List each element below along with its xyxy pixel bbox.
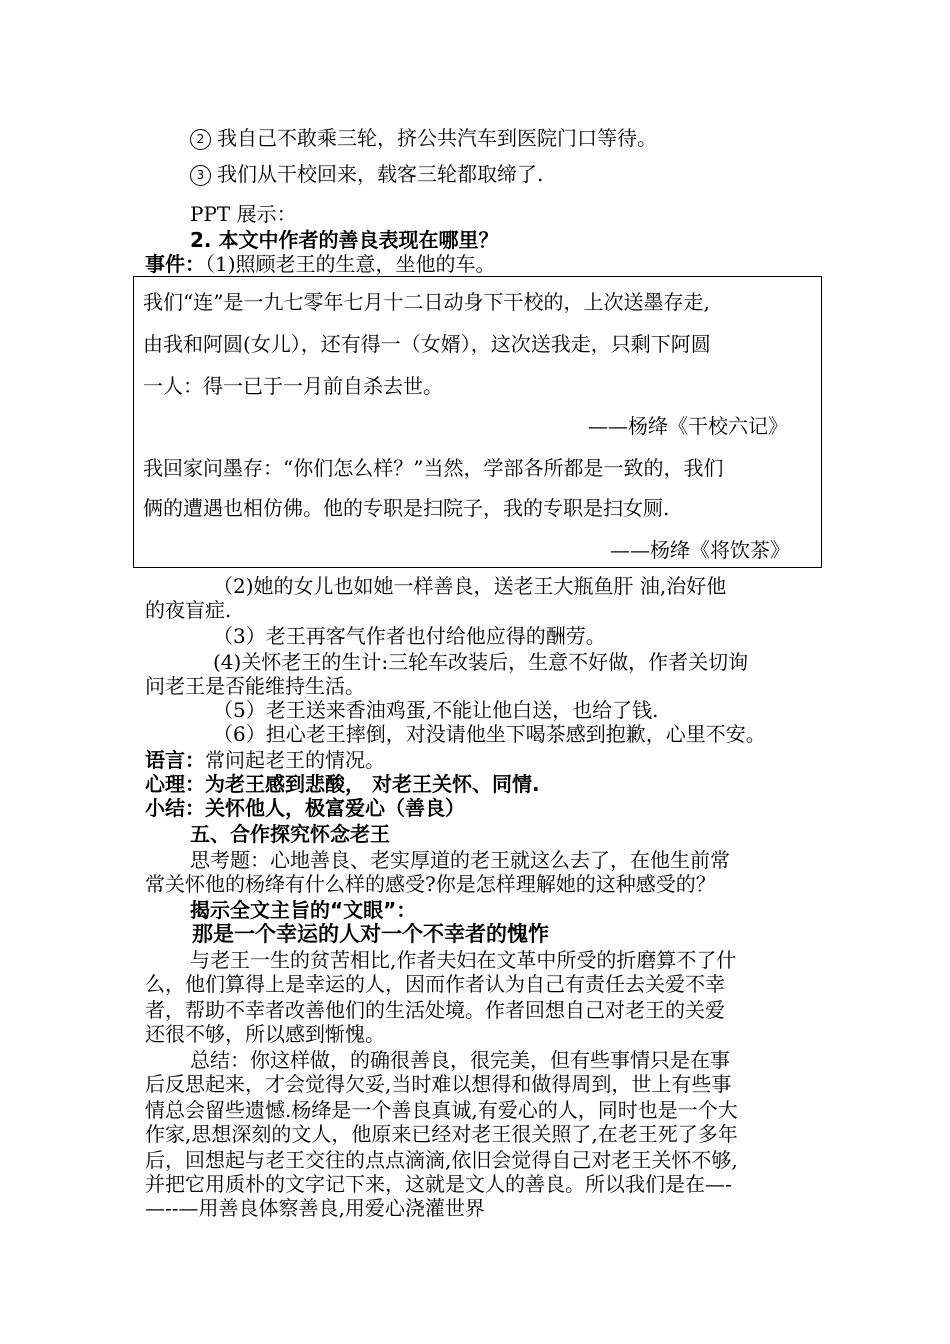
- list-item-3: [190, 162, 543, 186]
- event-line: [145, 252, 496, 276]
- event-4-line-1: (4)关怀老王的生计:三轮车改装后，生意不好做，作者关切询: [213, 650, 749, 674]
- event-2-line-1: （2)她的女儿也如她一样善良，送老王大瓶鱼肝 油,治好他: [213, 574, 727, 598]
- language-text: 常问起老王的情况。: [205, 748, 385, 772]
- language-line: [145, 748, 385, 772]
- quote-line: 俩的遭遇也相仿佛。他的专职是扫院子，我的专职是扫女厕.: [143, 496, 670, 520]
- list-item-text: 我自己不敢乘三轮，挤公共汽车到医院门口等待。: [217, 126, 657, 150]
- quote-line: 我回家问墨存：“你们怎么样？”当然，学部各所都是一致的，我们: [143, 456, 724, 480]
- ppt-label: PPT 展示：: [190, 202, 297, 226]
- language-label: 语言：: [145, 748, 205, 772]
- para1-line: 者，帮助不幸者改善他们的生活处境。作者回想自己对老王的关爱: [145, 998, 725, 1022]
- para1-line: 还很不够，所以感到惭愧。: [145, 1022, 385, 1046]
- event-3: （3）老王再客气作者也付给他应得的酬劳。: [213, 624, 606, 648]
- para2-line: 后，回想起与老王交往的点点滴滴,依旧会觉得自己对老王关怀不够,: [145, 1148, 738, 1172]
- reveal-line: 揭示全文主旨的“文眼”：: [190, 898, 417, 922]
- event-text: （1)照顾老王的生意，坐他的车。: [205, 252, 496, 276]
- think-line-1: 思考题：心地善良、老实厚道的老王就这么去了，在他生前常: [190, 848, 730, 872]
- para1-line: 么，他们算得上是幸运的人，因而作者认为自己有责任去关爱不幸: [145, 972, 725, 996]
- circled-number-3: 3: [190, 165, 211, 186]
- para2-line: 后反思起来，才会觉得欠妥,当时难以想得和做得周到，世上有些事: [145, 1072, 732, 1096]
- think-line-2: 常关怀他的杨绛有什么样的感受?你是怎样理解她的这种感受的？: [145, 872, 716, 896]
- question-2: 2. 本文中作者的善良表现在哪里？: [190, 228, 499, 252]
- theme-line: 那是一个幸运的人对一个不幸者的愧怍: [192, 922, 549, 946]
- circled-number-2: 2: [190, 129, 211, 150]
- para2-line: 并把它用质朴的文字记下来，这就是文人的善良。所以我们是在—-: [145, 1172, 732, 1196]
- para2-line: 作家,思想深刻的文人，他原来已经对老王很关照了,在老王死了多年: [145, 1122, 738, 1146]
- event-5: （5）老王送来香油鸡蛋,不能让他白送，也给了钱.: [213, 698, 659, 722]
- quote-line: 一人：得一已于一月前自杀去世。: [143, 374, 443, 398]
- summary-line: 小结：关怀他人，极富爱心（善良）: [145, 796, 465, 820]
- event-label: 事件：: [145, 252, 205, 276]
- para2-line: 情总会留些遗憾.杨绛是一个善良真诚,有爱心的人，同时也是一个大: [145, 1098, 738, 1122]
- section-5-heading: 五、合作探究怀念老王: [190, 822, 390, 846]
- mind-line: 心理：为老王感到悲酸， 对老王关怀、同情.: [145, 772, 540, 796]
- event-6: （6）担心老王摔倒，对没请他坐下喝茶感到抱歉，心里不安。: [213, 722, 766, 746]
- para2-line: —--—用善良体察善良,用爱心浇灌世界: [145, 1196, 485, 1220]
- event-4-line-2: 问老王是否能维持生活。: [145, 674, 365, 698]
- quote-line: 由我和阿圆(女儿），还有得一（女婿），这次送我走，只剩下阿圆: [143, 332, 711, 356]
- para2-line: 总结：你这样做，的确很善良，很完美，但有些事情只是在事: [190, 1048, 730, 1072]
- quote-source-1: ——杨绛《干校六记》: [588, 414, 788, 438]
- quote-line: 我们“连”是一九七零年七月十二日动身下干校的，上次送墨存走,: [143, 290, 710, 314]
- para1-line: 与老王一生的贫苦相比,作者夫妇在文革中所受的折磨算不了什: [190, 948, 737, 972]
- list-item-2: [190, 126, 657, 150]
- list-item-text: 我们从干校回来，载客三轮都取缔了.: [217, 162, 544, 186]
- event-2-line-2: 的夜盲症.: [145, 598, 232, 622]
- quote-source-2: ——杨绛《将饮茶》: [610, 538, 790, 562]
